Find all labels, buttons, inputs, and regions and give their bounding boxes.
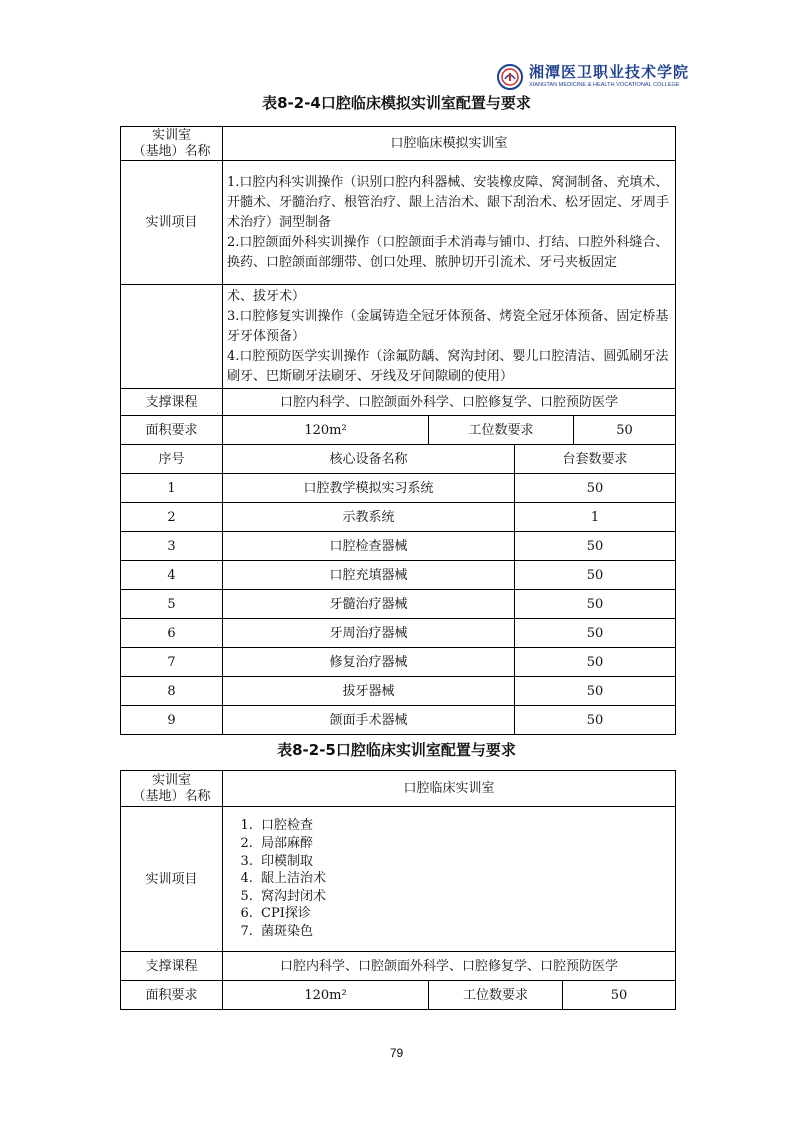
courses-label: 支撑课程 [121, 389, 223, 416]
table-row [121, 619, 676, 648]
row-qty: 50 [515, 561, 676, 590]
row-device-name: 牙髓治疗器械 [223, 590, 515, 619]
college-emblem-icon [497, 64, 523, 90]
stations-value: 50 [574, 416, 676, 445]
list-item: 6. CPI探诊 [257, 905, 671, 923]
table-row [121, 561, 676, 590]
project-item-3: 3.口腔修复实训操作（金属铸造全冠牙体预备、烤瓷全冠牙体预备、固定桥基牙牙体预备） [227, 308, 669, 344]
stations-label: 工位数要求 [429, 981, 563, 1010]
table-row [121, 532, 676, 561]
row-index: 9 [121, 706, 223, 735]
list-item: 5. 窝沟封闭术 [257, 888, 671, 906]
stations-value: 50 [563, 981, 676, 1010]
row-qty: 50 [515, 648, 676, 677]
table-row [121, 474, 676, 503]
table-row [121, 590, 676, 619]
college-logo [497, 60, 717, 94]
list-item: 7. 菌斑染色 [257, 923, 671, 941]
table2 [120, 770, 676, 1010]
projects-label: 实训项目 [121, 161, 223, 285]
area-label: 面积要求 [121, 416, 223, 445]
lab-name-label: 实训室 （基地）名称 [121, 127, 223, 161]
table1-title: 表8-2-4口腔临床模拟实训室配置与要求 [262, 94, 531, 112]
row-device-name: 口腔充填器械 [223, 561, 515, 590]
table1 [120, 126, 676, 735]
area-value: 120m² [223, 416, 429, 445]
row-device-name: 颌面手术器械 [223, 706, 515, 735]
projects-cell-continued [223, 285, 676, 389]
logo-english-name: XIANGTAN MEDICINE & HEALTH VOCATIONAL COLLEGE [529, 82, 680, 89]
list-item: 1. 口腔检查 [257, 817, 671, 835]
projects-cell [223, 161, 676, 285]
row-qty: 50 [515, 677, 676, 706]
row-qty: 1 [515, 503, 676, 532]
row-qty: 50 [515, 619, 676, 648]
projects-label-continued [121, 285, 223, 389]
logo-chinese-name: 湘潭医卫职业技术学院 [529, 63, 690, 82]
row-device-name: 示教系统 [223, 503, 515, 532]
project-item-4: 4.口腔预防医学实训操作（涂氟防龋、窝沟封闭、婴儿口腔清洁、圆弧刷牙法刷牙、巴斯刷牙法刷牙、牙线及牙间隙刷的使用） [227, 348, 669, 384]
row-qty: 50 [515, 590, 676, 619]
page-number: 79 [389, 1046, 404, 1060]
courses-value: 口腔内科学、口腔颌面外科学、口腔修复学、口腔预防医学 [223, 389, 676, 416]
project-item-1: 1.口腔内科实训操作（识别口腔内科器械、安装橡皮障、窝洞制备、充填术、开髓术、牙髓治疗、根管治疗、龈上洁治术、龈下刮治术、松牙固定、牙周手术治疗）洞型制备 [227, 174, 670, 230]
projects-label: 实训项目 [121, 807, 223, 952]
row-index: 1 [121, 474, 223, 503]
table-row [121, 677, 676, 706]
table-row [121, 648, 676, 677]
row-device-name: 口腔检查器械 [223, 532, 515, 561]
row-qty: 50 [515, 706, 676, 735]
row-device-name: 修复治疗器械 [223, 648, 515, 677]
project-item-2: 2.口腔颌面外科实训操作（口腔颌面手术消毒与铺巾、打结、口腔外科缝合、换药、口腔颌面部绷带、创口处理、脓肿切开引流术、牙弓夹板固定 [227, 234, 669, 270]
courses-value: 口腔内科学、口腔颌面外科学、口腔修复学、口腔预防医学 [223, 952, 676, 981]
row-qty: 50 [515, 532, 676, 561]
projects-list [227, 817, 671, 940]
list-item: 3. 印模制取 [257, 853, 671, 871]
row-index: 3 [121, 532, 223, 561]
row-index: 8 [121, 677, 223, 706]
row-index: 6 [121, 619, 223, 648]
row-index: 5 [121, 590, 223, 619]
row-device-name: 口腔教学模拟实习系统 [223, 474, 515, 503]
col-header-device: 核心设备名称 [223, 445, 515, 474]
table-row [121, 503, 676, 532]
row-device-name: 拔牙器械 [223, 677, 515, 706]
courses-label: 支撑课程 [121, 952, 223, 981]
row-index: 4 [121, 561, 223, 590]
row-device-name: 牙周治疗器械 [223, 619, 515, 648]
lab-name-label: 实训室 （基地）名称 [121, 771, 223, 807]
row-qty: 50 [515, 474, 676, 503]
projects-cell [223, 807, 676, 952]
col-header-qty: 台套数要求 [515, 445, 676, 474]
table-row [121, 706, 676, 735]
list-item: 4. 龈上洁治术 [257, 870, 671, 888]
area-label: 面积要求 [121, 981, 223, 1010]
list-item: 2. 局部麻醉 [257, 835, 671, 853]
lab-name-value: 口腔临床实训室 [223, 771, 676, 807]
table2-title: 表8-2-5口腔临床实训室配置与要求 [277, 741, 516, 759]
area-value: 120m² [223, 981, 429, 1010]
stations-label: 工位数要求 [429, 416, 574, 445]
lab-name-value: 口腔临床模拟实训室 [223, 127, 676, 161]
project-item-2-continued: 术、拔牙术） [227, 288, 306, 304]
col-header-index: 序号 [121, 445, 223, 474]
row-index: 7 [121, 648, 223, 677]
row-index: 2 [121, 503, 223, 532]
